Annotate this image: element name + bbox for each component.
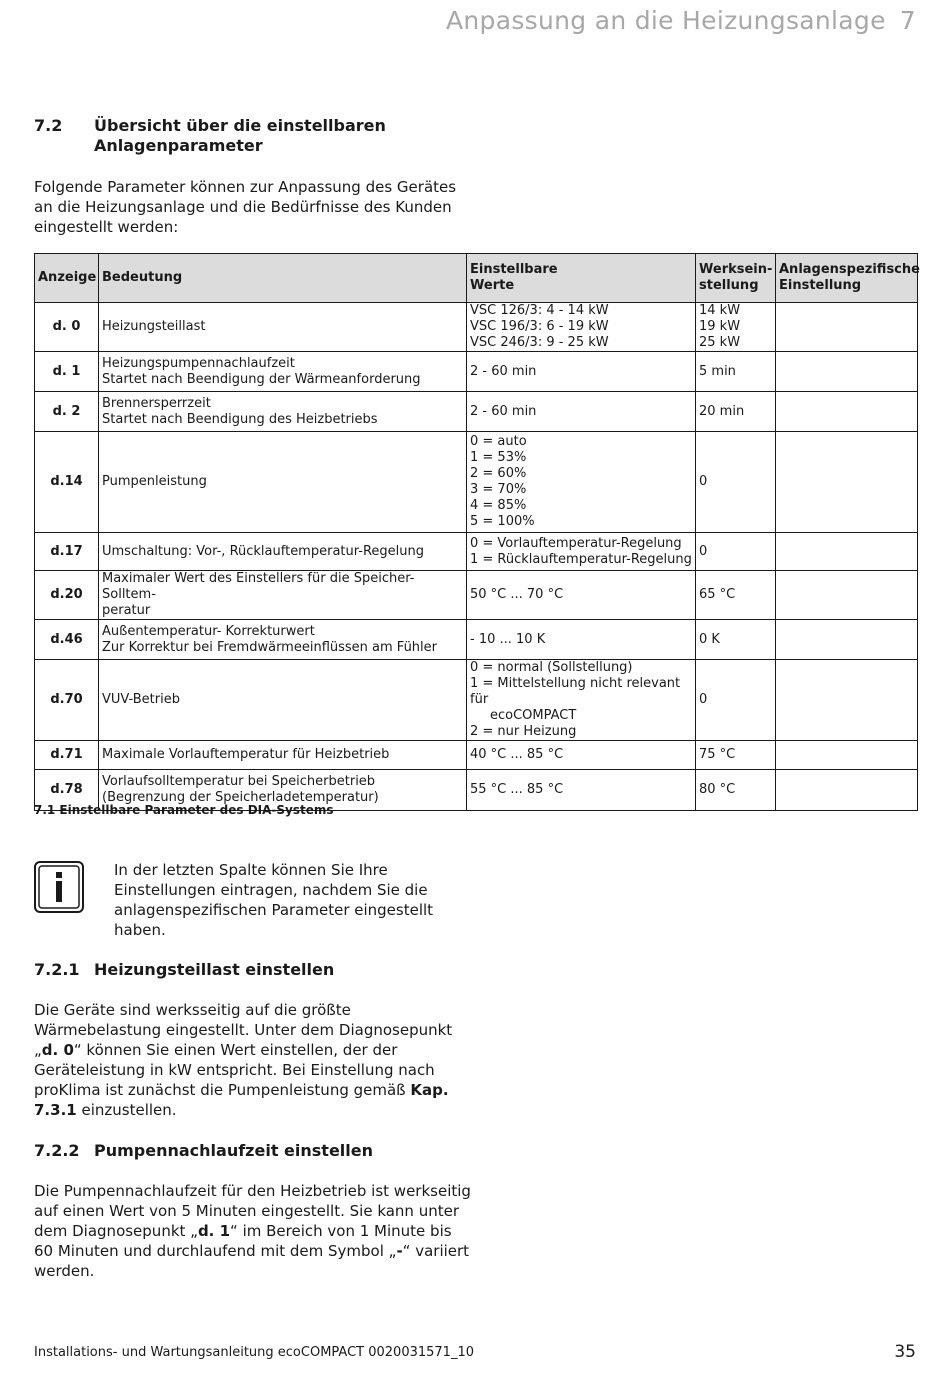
cell-line: Maximale Vorlauftemperatur für Heizbetrieb <box>102 747 390 762</box>
cell-line: 80 °C <box>699 782 736 797</box>
table-row <box>35 303 918 352</box>
cell-line: 40 °C ... 85 °C <box>470 747 564 762</box>
table-row <box>35 352 918 392</box>
footer-document-title: Installations- und Wartungsanleitung ecoCOMPACT 0020031571_10 <box>34 1345 474 1360</box>
cell-line: peratur <box>102 603 151 618</box>
cell-line: VSC 126/3: 4 - 14 kW <box>470 303 609 318</box>
factory-cell <box>696 432 776 533</box>
code-cell: d.14 <box>35 432 99 533</box>
values-cell <box>467 533 696 571</box>
cell-line: Heizungsteillast <box>102 319 206 334</box>
bold-run: d. 0 <box>41 1041 74 1059</box>
factory-cell <box>696 660 776 741</box>
cell-line: 65 °C <box>699 587 736 602</box>
code-cell: d.46 <box>35 620 99 660</box>
cell-line: 0 = normal (Sollstellung) <box>470 660 633 675</box>
custom-setting-cell <box>776 392 918 432</box>
meaning-cell <box>99 392 467 432</box>
values-cell <box>467 741 696 770</box>
cell-line: 0 <box>699 692 708 707</box>
subsection-number: 7.2.1 <box>34 960 80 979</box>
section-number: 7.2 <box>34 116 63 135</box>
subsection-title: Pumpennachlaufzeit einstellen <box>94 1141 374 1160</box>
cell-line: 50 °C ... 70 °C <box>470 587 564 602</box>
meaning-cell <box>99 432 467 533</box>
cell-line: 5 min <box>699 363 736 379</box>
cell-line: (Begrenzung der Speicherladetemperatur) <box>102 790 379 805</box>
meaning-cell <box>99 352 467 392</box>
values-cell <box>467 432 696 533</box>
cell-line: 55 °C ... 85 °C <box>470 782 564 797</box>
custom-setting-cell <box>776 432 918 533</box>
cell-line: Pumpenleistung <box>102 474 207 489</box>
cell-line: 25 kW <box>699 335 741 350</box>
bold-run: Kap. 7.3.1 <box>34 1081 449 1119</box>
cell-line: Startet nach Beendigung des Heizbetriebs <box>102 411 378 427</box>
page-header <box>446 6 916 35</box>
text-run: “ im Bereich von 1 Minute bis 60 Minuten und durchlaufend mit dem Symbol „ <box>34 1222 452 1260</box>
cell-line: Außentemperatur- Korrekturwert <box>102 623 315 639</box>
factory-cell <box>696 741 776 770</box>
cell-line: 0 = Vorlauftemperatur-Regelung <box>470 535 682 551</box>
cell-line: 0 K <box>699 631 720 647</box>
cell-line: Vorlaufsolltemperatur bei Speicherbetrieb <box>102 774 376 789</box>
parameter-table <box>34 253 918 811</box>
values-cell <box>467 392 696 432</box>
cell-line: Startet nach Beendigung der Wärmeanforderung <box>102 371 421 387</box>
factory-cell <box>696 303 776 352</box>
section-title: Übersicht über die einstellbaren Anlagenparameter <box>94 116 386 155</box>
cell-line: 2 = 60% <box>470 466 527 481</box>
values-cell <box>467 571 696 620</box>
cell-line: 2 - 60 min <box>470 403 537 419</box>
factory-cell <box>696 620 776 660</box>
paragraph-722 <box>34 1181 474 1281</box>
custom-setting-cell <box>776 352 918 392</box>
factory-cell <box>696 352 776 392</box>
cell-line: 1 = Mittelstellung nicht relevant für <box>470 676 681 707</box>
custom-setting-cell <box>776 770 918 811</box>
text-run: Die Geräte sind werksseitig auf die größte Wärmebelastung eingestellt. Unter dem Diagnosepunkt „ <box>34 1001 453 1059</box>
cell-line: 0 <box>699 474 708 489</box>
values-cell <box>467 660 696 741</box>
custom-setting-cell <box>776 620 918 660</box>
cell-line: VUV-Betrieb <box>102 692 180 707</box>
cell-line: VSC 246/3: 9 - 25 kW <box>470 335 609 350</box>
cell-line: Heizungspumpennachlaufzeit <box>102 355 295 371</box>
subsection-number: 7.2.2 <box>34 1141 80 1160</box>
table-row <box>35 571 918 620</box>
cell-line: Umschaltung: Vor-, Rücklauftemperatur-Regelung <box>102 543 424 559</box>
custom-setting-cell <box>776 533 918 571</box>
table-row <box>35 432 918 533</box>
column-header-anlagenspezifisch: Anlagenspezifische Einstellung <box>776 254 918 303</box>
cell-line: 75 °C <box>699 747 736 762</box>
factory-cell <box>696 392 776 432</box>
column-header-werte: Einstellbare Werte <box>467 254 696 303</box>
meaning-cell <box>99 660 467 741</box>
text-run: “ variiert werden. <box>34 1242 470 1280</box>
cell-line: Zur Korrektur bei Fremdwärmeeinflüssen am Fühler <box>102 639 437 655</box>
values-cell <box>467 620 696 660</box>
column-header-bedeutung: Bedeutung <box>99 254 467 303</box>
header-title: Anpassung an die Heizungsanlage <box>446 6 886 35</box>
custom-setting-cell <box>776 660 918 741</box>
code-cell: d. 2 <box>35 392 99 432</box>
table-caption: 7.1 Einstellbare Parameter des DIA-Systems <box>34 803 334 817</box>
cell-line: 2 - 60 min <box>470 363 537 379</box>
cell-line: 19 kW <box>699 319 741 334</box>
info-icon <box>34 861 84 913</box>
table-row <box>35 660 918 741</box>
text-run: Die Pumpennachlaufzeit für den Heizbetrieb ist werkseitig auf einen Wert von 5 Minuten eingestellt. Sie kann unter dem Diagnosepunkt „ <box>34 1182 471 1240</box>
cell-line: 4 = 85% <box>470 498 527 513</box>
cell-line: Brennersperrzeit <box>102 395 211 411</box>
paragraph-721 <box>34 1000 474 1120</box>
cell-line: 5 = 100% <box>470 514 535 529</box>
text-run: einzustellen. <box>76 1101 177 1119</box>
values-cell <box>467 352 696 392</box>
meaning-cell <box>99 533 467 571</box>
cell-line: 14 kW <box>699 303 741 318</box>
cell-line: Maximaler Wert des Einstellers für die Speicher-Solltem- <box>102 571 415 602</box>
code-cell: d.71 <box>35 741 99 770</box>
factory-cell <box>696 770 776 811</box>
code-cell: d.78 <box>35 770 99 811</box>
custom-setting-cell <box>776 303 918 352</box>
bold-run: - <box>396 1242 403 1260</box>
factory-cell <box>696 533 776 571</box>
cell-line: ecoCOMPACT <box>490 708 577 723</box>
intro-paragraph: Folgende Parameter können zur Anpassung des Gerätes an die Heizungsanlage und die Bedürfnisse des Kunden eingestellt werden: <box>34 178 457 236</box>
cell-line: 20 min <box>699 403 745 419</box>
cell-line: 2 = nur Heizung <box>470 724 577 739</box>
code-cell: d.20 <box>35 571 99 620</box>
bold-run: d. 1 <box>197 1222 231 1240</box>
code-cell: d.17 <box>35 533 99 571</box>
meaning-cell <box>99 571 467 620</box>
meaning-cell <box>99 620 467 660</box>
cell-line: - 10 ... 10 K <box>470 631 546 647</box>
cell-line: 1 = 53% <box>470 450 527 465</box>
header-chapter-number: 7 <box>899 6 916 35</box>
cell-line: 0 <box>699 543 708 559</box>
meaning-cell <box>99 741 467 770</box>
table-row <box>35 533 918 571</box>
text-run: “ können Sie einen Wert einstellen, der der Geräteleistung in kW entspricht. Bei Einstellung nach proKlima ist zunächst die Pumpenleistung gemäß <box>34 1041 435 1099</box>
table-row <box>35 741 918 770</box>
code-cell: d. 0 <box>35 303 99 352</box>
table-row <box>35 620 918 660</box>
factory-cell <box>696 571 776 620</box>
cell-line: 3 = 70% <box>470 482 527 497</box>
page-number: 35 <box>894 1342 916 1362</box>
subsection-title: Heizungsteillast einstellen <box>94 960 335 979</box>
cell-line: VSC 196/3: 6 - 19 kW <box>470 319 609 334</box>
values-cell <box>467 770 696 811</box>
meaning-cell <box>99 303 467 352</box>
values-cell <box>467 303 696 352</box>
column-header-anzeige: Anzeige <box>35 254 99 303</box>
table-header-row <box>35 254 918 303</box>
custom-setting-cell <box>776 741 918 770</box>
cell-line: 1 = Rücklauftemperatur-Regelung <box>470 551 692 567</box>
cell-line: 0 = auto <box>470 434 527 449</box>
code-cell: d.70 <box>35 660 99 741</box>
custom-setting-cell <box>776 571 918 620</box>
table-row <box>35 392 918 432</box>
column-header-werkseinstellung: Werksein- stellung <box>696 254 776 303</box>
info-note: In der letzten Spalte können Sie Ihre Einstellungen eintragen, nachdem Sie die anlagenspezifischen Parameter eingestellt haben. <box>114 861 434 939</box>
code-cell: d. 1 <box>35 352 99 392</box>
